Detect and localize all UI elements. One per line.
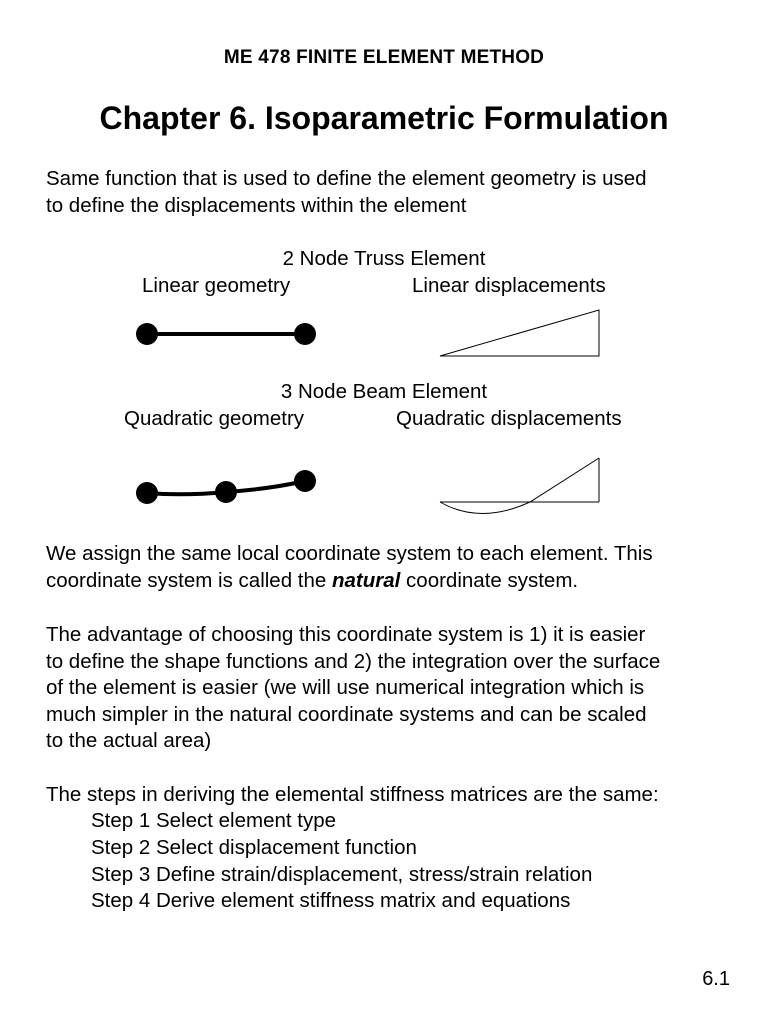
- step-item: Step 2 Select displacement function: [91, 836, 417, 859]
- natural-coordinates-paragraph: [46, 541, 746, 594]
- advantage-line: to the actual area): [46, 729, 212, 752]
- truss-displacement-label: Linear displacements: [412, 274, 606, 297]
- quadratic-beam-geometry-figure: [120, 462, 340, 512]
- beam-node-3: [294, 470, 316, 492]
- advantage-line: to define the shape functions and 2) the integration over the surface: [46, 649, 661, 673]
- beam-geometry-label: Quadratic geometry: [124, 407, 305, 430]
- natural-emphasis: natural: [332, 568, 401, 592]
- beam-node-1: [136, 482, 158, 504]
- natural-line-text: coordinate system.: [400, 568, 579, 592]
- truss-node-1: [136, 323, 158, 345]
- intro-paragraph: [46, 166, 746, 219]
- advantage-line: of the element is easier (we will use numerical integration which is: [46, 676, 645, 699]
- linear-displacement-figure: [430, 305, 610, 365]
- beam-node-2: [215, 481, 237, 503]
- intro-line: Same function that is used to define the element geometry is used: [46, 167, 647, 190]
- steps-intro: The steps in deriving the elemental stiffness matrices are the same:: [46, 783, 659, 806]
- natural-line: [46, 568, 746, 595]
- truss-node-2: [294, 323, 316, 345]
- advantage-line: much simpler in the natural coordinate systems and can be scaled: [46, 702, 647, 726]
- truss-element-title: 2 Node Truss Element: [282, 247, 486, 270]
- intro-line: to define the displacements within the element: [46, 193, 467, 217]
- truss-geometry-label: Linear geometry: [142, 274, 291, 297]
- advantage-paragraph: [46, 622, 746, 755]
- chapter-title: Chapter 6. Isoparametric Formulation: [99, 100, 669, 136]
- quadratic-displacement-curve: [440, 458, 599, 514]
- step-item: Step 1 Select element type: [91, 809, 337, 832]
- beam-element-title: 3 Node Beam Element: [280, 380, 488, 403]
- page-number: 6.1: [702, 968, 730, 990]
- quadratic-displacement-figure: [430, 450, 610, 522]
- course-title: ME 478 FINITE ELEMENT METHOD: [223, 47, 545, 68]
- beam-displacement-label: Quadratic displacements: [396, 407, 622, 430]
- linear-displacement-triangle: [440, 310, 599, 356]
- step-item: Step 3 Define strain/displacement, stress/strain relation: [91, 863, 593, 886]
- natural-line: We assign the same local coordinate system to each element. This: [46, 542, 653, 565]
- linear-truss-geometry-figure: [120, 300, 340, 370]
- natural-line-text: coordinate system is called the: [46, 568, 332, 592]
- advantage-line: The advantage of choosing this coordinate system is 1) it is easier: [46, 623, 646, 646]
- step-item: Step 4 Derive element stiffness matrix and equations: [91, 889, 571, 912]
